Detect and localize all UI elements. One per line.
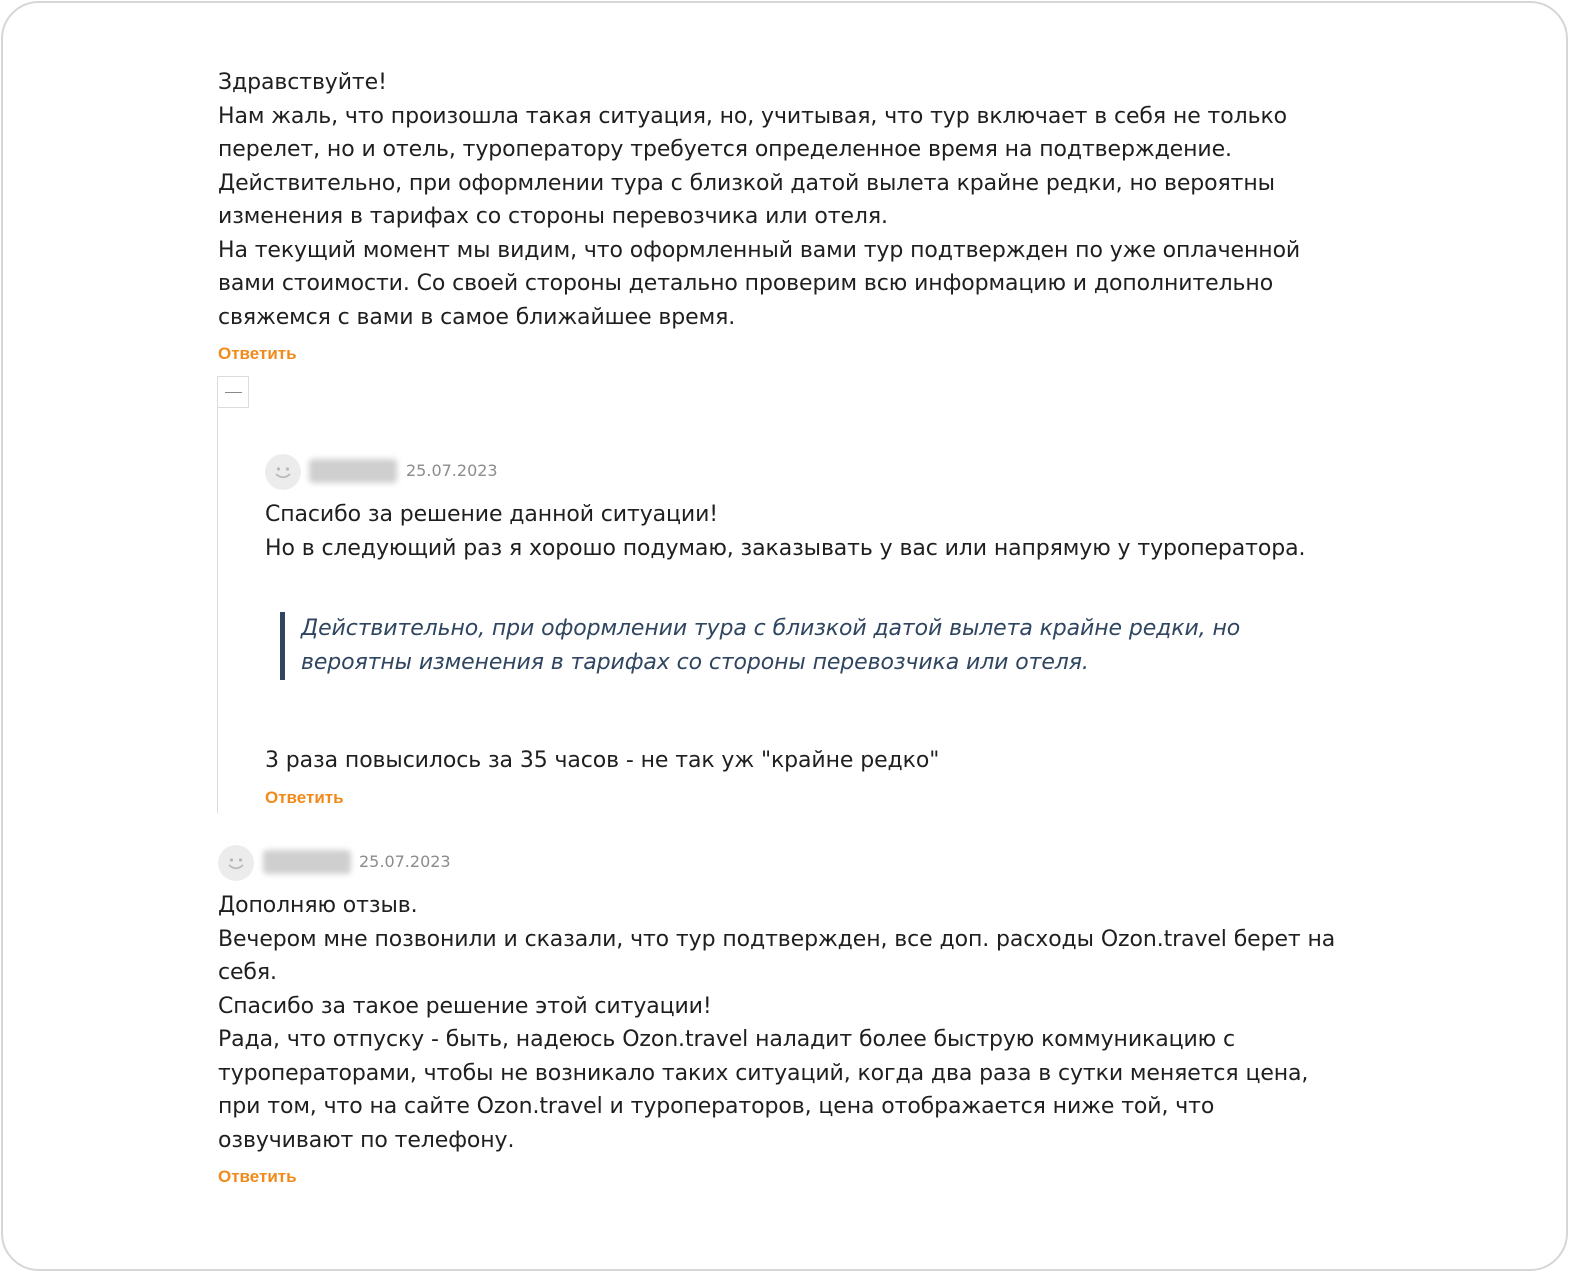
comment-paragraph: Вечером мне позвонили и сказали, что тур подтвержден, все доп. расходы Ozon.travel берет на себя. [218, 926, 1336, 985]
comment-paragraph: 3 раза повысилось за 35 часов - не так уж "крайне редко" [265, 748, 940, 773]
author-name-blurred[interactable] [263, 850, 351, 874]
comment-date: 25.07.2023 [406, 461, 498, 480]
quote-text: Действительно, при оформлении тура с близкой датой вылета крайне редки, но вероятны изменения в тарифах со стороны перевозчика или отеля. [301, 616, 1241, 675]
reply-button[interactable]: Ответить [265, 788, 344, 807]
comment-paragraph: Спасибо за решение данной ситуации! [265, 502, 719, 527]
avatar[interactable] [265, 454, 301, 490]
comment-body [218, 66, 1338, 334]
author-name-blurred[interactable] [309, 459, 397, 483]
comments-card [1, 1, 1568, 1271]
reply-button[interactable]: Ответить [218, 344, 297, 363]
comment-body [265, 744, 1265, 778]
quote-block [280, 612, 1280, 680]
avatar[interactable] [218, 845, 254, 881]
comment-paragraph: Спасибо за такое решение этой ситуации! [218, 993, 712, 1019]
comment-body [265, 498, 1355, 565]
comment-paragraph: Действительно, при оформлении тура с близкой датой вылета крайне редки, но вероятны изменения в тарифах со стороны перевозчика или отеля. [218, 170, 1275, 229]
smiley-avatar-icon [218, 845, 254, 881]
smiley-avatar-icon [265, 454, 301, 490]
comment-paragraph: На текущий момент мы видим, что оформленный вами тур подтвержден по уже оплаченной вами стоимости. Со своей стороны детально проверим всю информацию и дополнительно свяжемся с вами в самое ближайшее время. [218, 237, 1301, 330]
collapse-minus-icon [225, 392, 242, 393]
comment-date: 25.07.2023 [359, 852, 451, 871]
comment-paragraph: Нам жаль, что произошла такая ситуация, но, учитывая, что тур включает в себя не только перелет, но и отель, туроператору требуется определенное время на подтверждение. [218, 103, 1287, 162]
comment-body [218, 889, 1348, 1157]
comment-paragraph: Рада, что отпуску - быть, надеюсь Ozon.travel наладит более быструю коммуникацию с туроператорами, чтобы не возникало таких ситуаций, когда два раза в сутки меняется цена, при том, что на сайте Ozon.travel и туроператоров, цена отображается ниже той, что озвучивают по телефону. [218, 1027, 1309, 1153]
reply-button[interactable]: Ответить [218, 1167, 297, 1186]
comment-paragraph: Дополняю отзыв. [218, 893, 418, 918]
thread-line[interactable] [217, 408, 218, 813]
comment-paragraph: Но в следующий раз я хорошо подумаю, заказывать у вас или напрямую у туроператора. [265, 535, 1306, 561]
collapse-thread-button[interactable] [217, 376, 249, 408]
comment-paragraph: Здравствуйте! [218, 70, 387, 95]
